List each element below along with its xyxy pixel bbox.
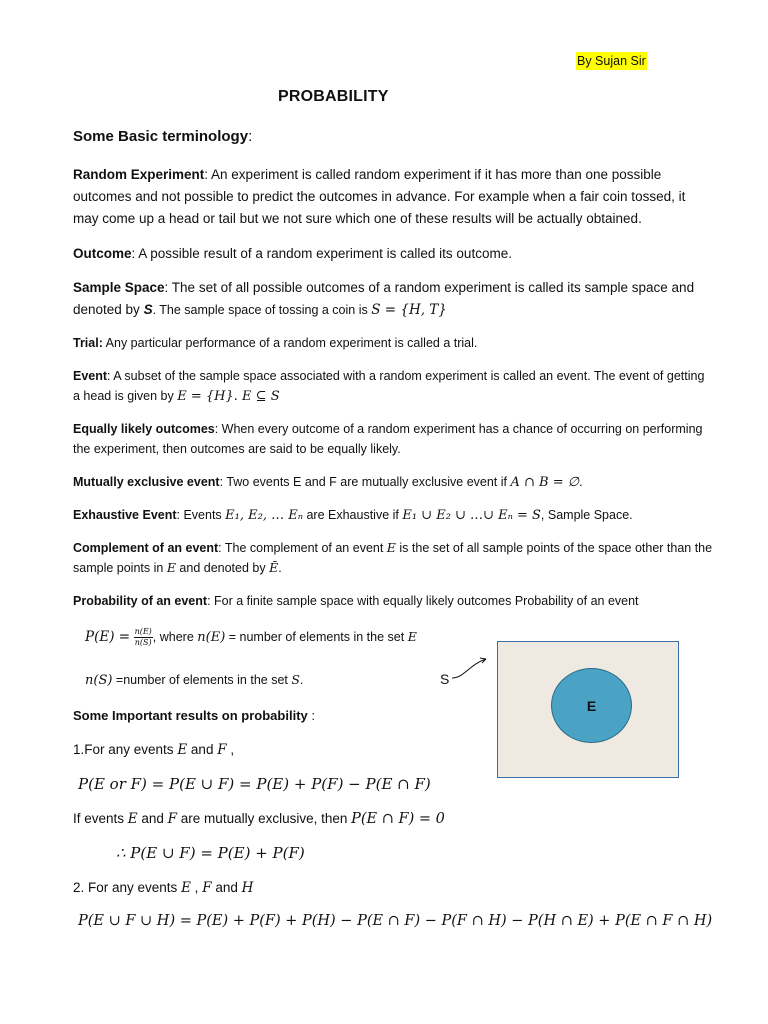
venn-s-label: S <box>440 671 450 687</box>
text-sample-space: : The set of all possible outcomes of a random experiment is called its sample space and denoted by <box>73 280 695 317</box>
definition-outcome <box>73 243 713 265</box>
symbol-E: E <box>386 540 396 555</box>
formula-nS: n(S) <box>85 673 113 688</box>
section-heading-colon: : <box>248 128 253 145</box>
symbol-S-set: S <box>291 672 300 687</box>
formula-exhaustive-union: E₁ ∪ E₂ ∪ …∪ Eₙ = S <box>402 508 541 523</box>
term-event: Event <box>73 369 108 383</box>
result-2-formula: P(E ∪ F ∪ H) = P(E) + P(F) + P(H) − P(E ∩ F) − P(F ∩ H) − P(H ∩ E) + P(E ∩ F ∩ H) <box>78 913 713 929</box>
term-mutually-exclusive: Mutually exclusive event <box>73 475 220 489</box>
formula-event: E = {H}. E ⊆ S <box>177 389 280 404</box>
result-1-E: E <box>177 742 188 758</box>
important-results-text: Some Important results on probability <box>73 708 308 723</box>
result-1-intro <box>73 739 713 761</box>
formula-sample-space: S = {H, T} <box>371 302 447 318</box>
section-heading-text: Some Basic terminology <box>73 128 249 145</box>
formula-exhaustive-events: E₁, E₂, … Eₙ <box>225 508 303 523</box>
text-exhaustive-3: , Sample Space. <box>540 508 633 522</box>
symbol-E-bar: Ē <box>269 560 279 575</box>
probability-formula <box>85 625 417 650</box>
me-and: and <box>137 811 168 826</box>
fraction-nE-over-nS <box>134 627 153 648</box>
result-1-and: and <box>187 742 218 757</box>
term-equally-likely: Equally likely outcomes <box>73 422 215 436</box>
term-complement: Complement of an event <box>73 541 219 555</box>
term-random-experiment: Random Experiment <box>73 167 205 182</box>
section-heading-basic-terminology <box>73 128 252 145</box>
me-formula: P(E ∩ F) = 0 <box>351 811 445 827</box>
fraction-denominator: n(S) <box>134 638 152 648</box>
text-number-elements: = number of elements in the set <box>225 630 408 644</box>
venn-arrow-icon <box>450 652 492 682</box>
text-equally-likely: : When every outcome of a random experiment has a chance of occurring on performing the experiment, then outcomes are said to be equally likely. <box>73 422 703 456</box>
result-2-intro <box>73 877 713 899</box>
definition-sample-space <box>73 277 713 321</box>
result-1-end: , <box>226 742 235 757</box>
venn-e-label: E <box>586 697 597 714</box>
result-1-intro-text: 1.For any events <box>73 742 178 757</box>
text-outcome: : A possible result of a random experiment is called its outcome. <box>131 246 512 261</box>
nS-end: . <box>299 673 304 687</box>
text-complement-2: is the set of all sample points of the space other than the sample points in <box>73 541 713 575</box>
formula-nE: n(E) <box>197 630 226 645</box>
term-trial: Trial: <box>73 336 103 350</box>
result-2-F: F <box>202 880 212 896</box>
text-exhaustive-2: are Exhaustive if <box>302 508 403 522</box>
result-1-therefore: ∴ P(E ∪ F) = P(E) + P(F) <box>116 844 305 862</box>
result-2-sep: , <box>190 880 203 895</box>
important-results-colon: : <box>307 708 315 723</box>
symbol-S: S <box>143 302 153 317</box>
text-nS: =number of elements in the set <box>112 673 292 687</box>
text-where: , where <box>152 630 198 644</box>
symbol-E-2: E <box>166 560 176 575</box>
formula-PE: P(E) = <box>85 629 131 645</box>
definition-equally-likely <box>73 419 713 459</box>
result-2-intro-text: 2. For any events <box>73 880 182 895</box>
text-random-experiment: : An experiment is called random experiment if it has more than one possible outcomes and not possible to predict the outcomes in advance. For example when a fair coin tossed, it may come up a head or tail but we not sure which one of these results will be actually obtained. <box>73 167 686 226</box>
nS-definition <box>85 669 303 692</box>
text-complement: : The complement of an event <box>218 541 387 555</box>
result-1-formula: P(E or F) = P(E ∪ F) = P(E) + P(F) − P(E ∩ F) <box>78 775 431 793</box>
term-exhaustive: Exhaustive Event <box>73 508 177 522</box>
definition-trial <box>73 333 713 353</box>
text-event: : A subset of the sample space associated with a random experiment is called an event. The event of getting a head is given by <box>73 369 705 403</box>
result-2-E: E <box>181 880 191 896</box>
text-trial: Any particular performance of a random experiment is called a trial. <box>102 336 478 350</box>
page-title: PROBABILITY <box>278 88 389 105</box>
result-1-mutually-exclusive <box>73 808 713 830</box>
me-text-2: are mutually exclusive, then <box>177 811 352 826</box>
text-complement-3: and denoted by <box>175 561 270 575</box>
term-outcome: Outcome <box>73 246 132 261</box>
me-F: F <box>167 811 178 827</box>
text-sample-space-2: . The sample space of tossing a coin is <box>152 303 372 317</box>
text-probability-event: : For a finite sample space with equally likely outcomes Probability of an event <box>207 594 639 608</box>
result-1-F: F <box>217 742 227 758</box>
result-2-and: and <box>211 880 242 895</box>
definition-mutually-exclusive <box>73 472 713 493</box>
fraction-numerator: n(E) <box>134 627 152 637</box>
formula-mutually-exclusive: A ∩ B = ∅ <box>510 475 580 490</box>
term-sample-space: Sample Space <box>73 280 165 295</box>
symbol-E-set: E <box>407 629 417 644</box>
heading-important-results <box>73 706 713 726</box>
text-exhaustive: : Events <box>176 508 226 522</box>
me-text: If events <box>73 811 128 826</box>
complement-end: . <box>278 561 282 575</box>
definition-exhaustive <box>73 505 713 526</box>
mutually-exclusive-end: . <box>579 475 583 489</box>
author-tag: By Sujan Sir <box>577 54 646 68</box>
definition-complement <box>73 538 713 578</box>
me-E: E <box>127 811 138 827</box>
text-mutually-exclusive: : Two events E and F are mutually exclusive event if <box>219 475 511 489</box>
term-probability-event: Probability of an event <box>73 594 208 608</box>
result-2-H: H <box>241 880 254 896</box>
definition-probability-event <box>73 591 713 611</box>
definition-event <box>73 366 713 407</box>
definition-random-experiment <box>73 164 713 230</box>
